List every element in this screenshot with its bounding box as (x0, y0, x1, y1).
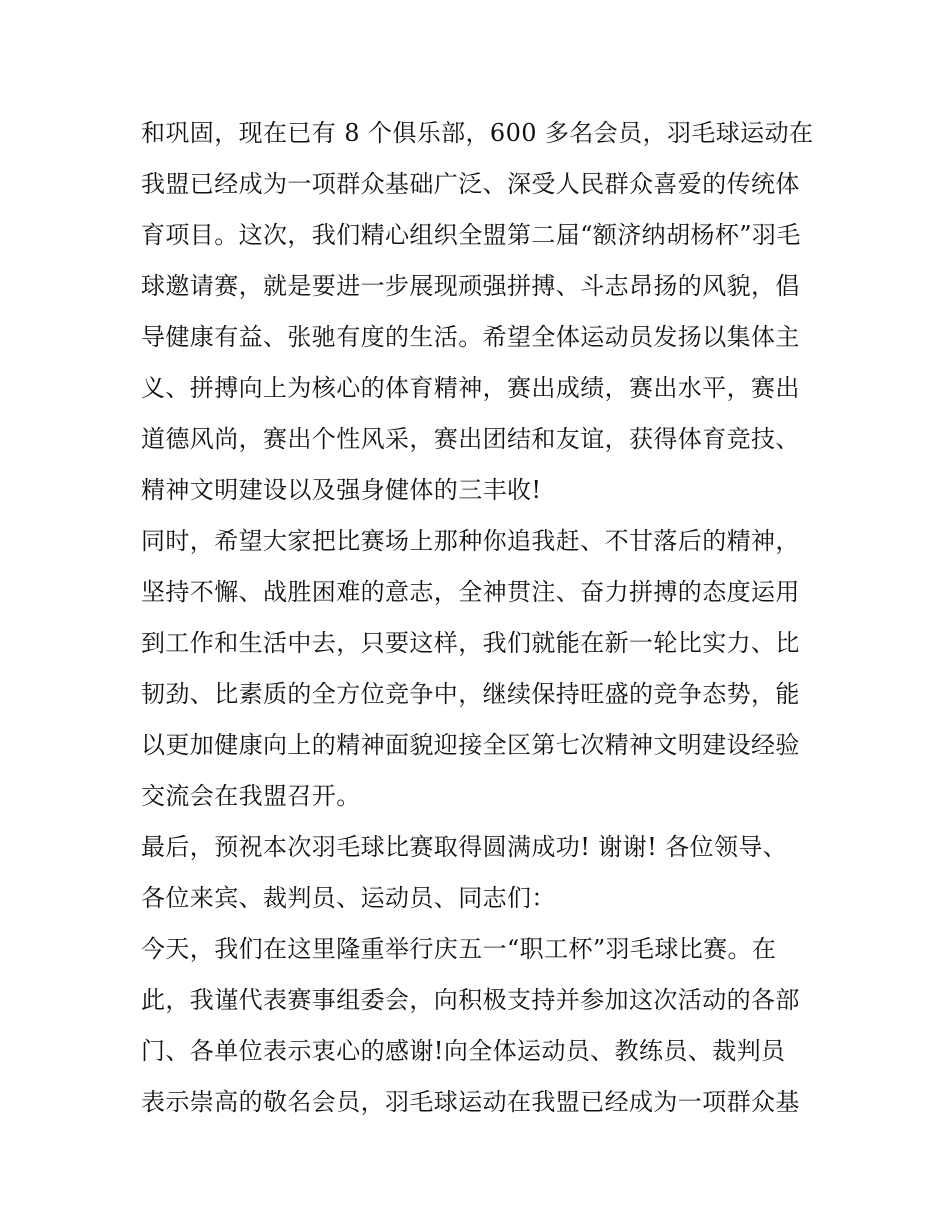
text-line: 精神文明建设以及强身健体的三丰收! (141, 476, 542, 504)
text-line: 各位来宾、裁判员、运动员、同志们： (141, 884, 556, 912)
text-line: 韧劲、比素质的全方位竞争中，继续保持旺盛的竞争态势，能 (141, 680, 800, 708)
text-line: 坚持不懈、战胜困难的意志，全神贯注、奋力拼搏的态度运用 (141, 578, 800, 606)
text-line: 到工作和生活中去，只要这样，我们就能在新一轮比实力、比 (141, 629, 800, 657)
text-line: 义、拼搏向上为核心的体育精神，赛出成绩，赛出水平，赛出 (141, 374, 800, 402)
text-line: 和巩固，现在已有 8 个俱乐部，600 多名会员，羽毛球运动在 (141, 119, 814, 147)
text-line: 以更加健康向上的精神面貌迎接全区第七次精神文明建设经验 (141, 731, 800, 759)
text-line: 交流会在我盟召开。 (141, 782, 361, 810)
text-line: 我盟已经成为一项群众基础广泛、深受人民群众喜爱的传统体 (141, 170, 800, 198)
text-line: 表示崇高的敬名会员，羽毛球运动在我盟已经成为一项群众基 (141, 1088, 800, 1116)
text-line: 道德风尚，赛出个性风采，赛出团结和友谊，获得体育竞技、 (141, 425, 800, 453)
document-body (141, 108, 821, 1128)
text-line: 育项目。这次，我们精心组织全盟第二届“额济纳胡杨杯”羽毛 (141, 221, 801, 249)
text-line: 同时，希望大家把比赛场上那种你追我赶、不甘落后的精神， (141, 527, 800, 555)
text-line: 最后，预祝本次羽毛球比赛取得圆满成功! 谢谢! 各位领导、 (141, 833, 788, 861)
text-line: 门、各单位表示衷心的感谢!向全体运动员、教练员、裁判员 (141, 1037, 786, 1065)
text-line: 导健康有益、张驰有度的生活。希望全体运动员发扬以集体主 (141, 323, 800, 351)
text-line: 今天，我们在这里隆重举行庆五一“职工杯”羽毛球比赛。在 (141, 935, 777, 963)
text-line: 球邀请赛，就是要进一步展现顽强拼搏、斗志昂扬的风貌，倡 (141, 272, 800, 300)
text-line: 此，我谨代表赛事组委会，向积极支持并参加这次活动的各部 (141, 986, 800, 1014)
